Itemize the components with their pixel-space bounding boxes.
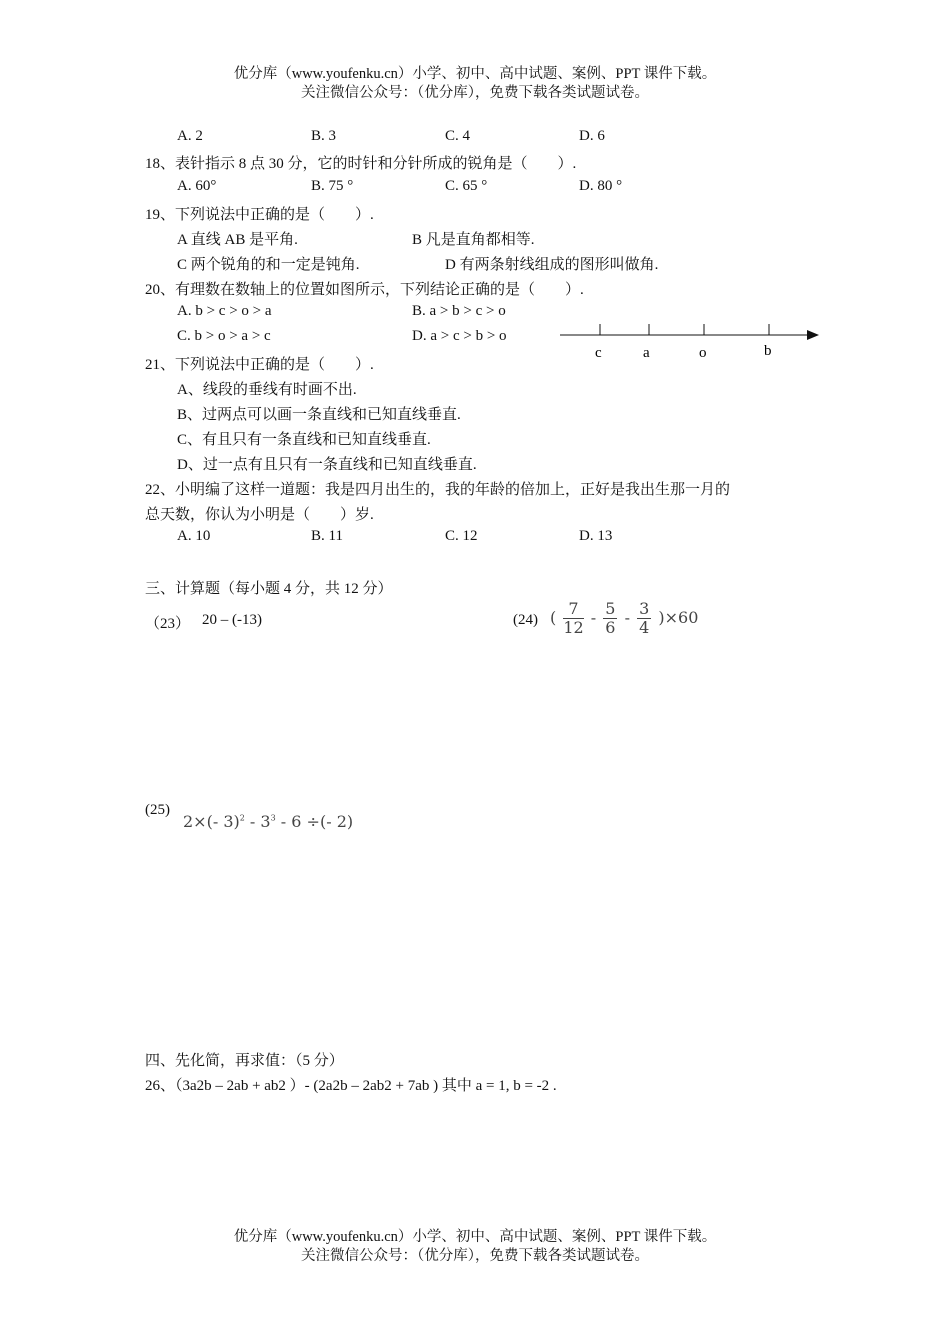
q25-part-a: 2×(- 3) — [183, 812, 240, 831]
option-a: A. 10 — [177, 528, 211, 544]
q25-part-c: - 6 ÷(- 2) — [275, 812, 354, 831]
q20-option-a: A. b > c > o > a — [177, 303, 272, 319]
q19-option-c: C 两个锐角的和一定是钝角. — [177, 257, 360, 273]
label-a: a — [643, 345, 650, 361]
q19-text: 19、下列说法中正确的是（ ）. — [145, 207, 374, 223]
q23-expression: 20 – (-13) — [202, 612, 262, 628]
header-line-2: 关注微信公众号：（优分库），免费下载各类试题试卷。 — [301, 85, 649, 101]
numerator: 3 — [639, 599, 650, 618]
option-c: C. 4 — [445, 128, 471, 144]
q26-text: 26、（3a2b – 2ab + ab2 ）- (2a2b – 2ab2 + 7ab ) 其中 a = 1, b = -2 . — [145, 1078, 557, 1094]
fraction-7-12 — [563, 600, 583, 637]
q24-expression — [550, 600, 698, 637]
label-o: o — [699, 345, 707, 361]
q21-text: 21、下列说法中正确的是（ ）. — [145, 357, 374, 373]
option-d: D. 80 ° — [579, 178, 623, 194]
number-line-figure — [555, 318, 825, 368]
option-b: B. 75 ° — [311, 178, 354, 194]
exponent-3: 3 — [270, 813, 276, 823]
label-b: b — [764, 343, 772, 359]
q21-option-a: A、线段的垂线有时画不出. — [177, 382, 357, 398]
header-line-1: 优分库（www.youfenku.cn）小学、初中、高中试题、案例、PPT 课件下载。 — [233, 66, 717, 82]
minus-sign: - — [590, 608, 597, 627]
numerator: 5 — [605, 599, 616, 618]
label-c: c — [595, 345, 602, 361]
option-d: D. 13 — [579, 528, 613, 544]
arrow-icon — [807, 330, 819, 340]
denominator: 12 — [563, 618, 584, 637]
q18-text: 18、表针指示 8 点 30 分，它的时针和分针所成的锐角是（ ）. — [145, 156, 577, 172]
option-b: B. 3 — [311, 128, 337, 144]
fraction-5-6 — [603, 600, 617, 637]
option-c: C. 65 ° — [445, 178, 488, 194]
section-3-title: 三、计算题（每小题 4 分，共 12 分） — [145, 581, 393, 597]
q25-expression — [183, 812, 353, 831]
option-c: C. 12 — [445, 528, 478, 544]
numerator: 7 — [563, 600, 583, 619]
q19-option-b: B 凡是直角都相等. — [412, 232, 535, 248]
paren-open: ( — [550, 608, 557, 627]
option-a: A. 2 — [177, 128, 203, 144]
q21-option-c: C、有且只有一条直线和已知直线垂直. — [177, 432, 431, 448]
q25-label: (25) — [145, 802, 170, 818]
times-sixty: )×60 — [658, 608, 699, 627]
minus-sign: - — [624, 608, 630, 627]
q22-text-line-2: 总天数，你认为小明是（ ）岁. — [145, 507, 374, 523]
footer-line-1: 优分库（www.youfenku.cn）小学、初中、高中试题、案例、PPT 课件下载。 — [233, 1229, 717, 1245]
option-a: A. 60° — [177, 178, 217, 194]
denominator: 6 — [605, 618, 616, 637]
q21-option-d: D、过一点有且只有一条直线和已知直线垂直. — [177, 457, 477, 473]
option-b: B. 11 — [311, 528, 343, 544]
q21-option-b: B、过两点可以画一条直线和已知直线垂直. — [177, 407, 461, 423]
q20-text: 20、有理数在数轴上的位置如图所示，下列结论正确的是（ ）. — [145, 282, 584, 298]
option-d: D. 6 — [579, 128, 605, 144]
q20-option-c: C. b > o > a > c — [177, 328, 271, 344]
q20-option-d: D. a > c > b > o — [412, 328, 507, 344]
q20-option-b: B. a > b > c > o — [412, 303, 506, 319]
section-4-title: 四、先化简，再求值：（5 分） — [145, 1053, 344, 1069]
q19-option-d: D 有两条射线组成的图形叫做角. — [445, 257, 659, 273]
q22-text-line-1: 22、小明编了这样一道题：我是四月出生的，我的年龄的倍加上，正好是我出生那一月的 — [145, 482, 731, 498]
q19-option-a: A 直线 AB 是平角. — [177, 232, 298, 248]
footer-line-2: 关注微信公众号：（优分库），免费下载各类试题试卷。 — [301, 1248, 649, 1264]
fraction-3-4 — [637, 600, 651, 637]
denominator: 4 — [639, 618, 650, 637]
exponent-2: 2 — [239, 813, 245, 823]
q25-part-b: - 3 — [244, 812, 271, 831]
q23-label: （23） — [145, 616, 191, 632]
q24-label: (24) — [513, 612, 538, 628]
